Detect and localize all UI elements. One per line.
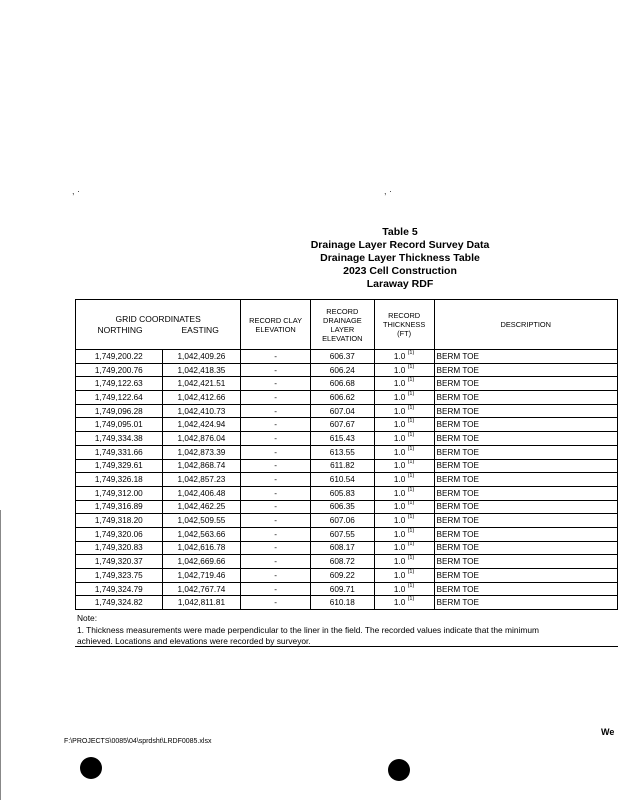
footnote-marker: (1): [407, 555, 415, 562]
northing-cell: 1,749,324.79: [76, 582, 163, 596]
description-cell: BERM TOE: [434, 541, 617, 555]
thickness-value: 1.0: [393, 543, 406, 553]
project-name: 2023 Cell Construction: [343, 265, 457, 277]
drainage-elevation-cell: 608.17: [310, 541, 374, 555]
drainage-elevation-cell: 610.18: [310, 596, 374, 610]
notes-heading: Note:: [77, 613, 98, 623]
easting-cell: 1,042,767.74: [162, 582, 241, 596]
footnote-marker: (1): [407, 568, 415, 575]
description-cell: BERM TOE: [434, 445, 617, 459]
footnote-marker: (1): [407, 459, 415, 466]
easting-cell: 1,042,462.25: [162, 500, 241, 514]
easting-cell: 1,042,719.46: [162, 569, 241, 583]
thickness-value: 1.0: [393, 557, 406, 567]
clay-elevation-cell: -: [241, 459, 311, 473]
note-line: 1. Thickness measurements were made perpendicular to the liner in the field. The recorded values indicate that the minimum: [77, 624, 539, 635]
survey-table: [75, 299, 618, 610]
easting-cell: 1,042,421.51: [162, 377, 241, 391]
table-row: [76, 596, 618, 610]
northing-cell: 1,749,324.82: [76, 596, 163, 610]
thickness-cell: [374, 527, 434, 541]
table-row: [76, 500, 618, 514]
description-cell: BERM TOE: [434, 473, 617, 487]
thickness-cell: [374, 418, 434, 432]
clay-elevation-cell: -: [241, 514, 311, 528]
file-path: F:\PROJECTS\0085\04\sprdsht\LRDF0085.xlsx: [64, 738, 212, 745]
table-title: Drainage Layer Record Survey Data: [310, 239, 490, 251]
northing-cell: 1,749,326.18: [76, 473, 163, 487]
drainage-elevation-cell: 606.62: [310, 391, 374, 405]
northing-cell: 1,749,095.01: [76, 418, 163, 432]
easting-cell: 1,042,868.74: [162, 459, 241, 473]
thickness-cell: [374, 377, 434, 391]
northing-cell: 1,749,320.37: [76, 555, 163, 569]
description-cell: BERM TOE: [434, 486, 617, 500]
description-cell: BERM TOE: [434, 391, 617, 405]
description-cell: BERM TOE: [434, 514, 617, 528]
drainage-elevation-cell: 615.43: [310, 432, 374, 446]
drainage-elevation-cell: 607.04: [310, 404, 374, 418]
table-row: [76, 418, 618, 432]
easting-cell: 1,042,406.48: [162, 486, 241, 500]
clay-elevation-cell: -: [241, 555, 311, 569]
clay-elevation-cell: -: [241, 486, 311, 500]
thickness-value: 1.0: [393, 420, 406, 430]
thickness-value: 1.0: [393, 365, 406, 375]
clay-elevation-cell: -: [241, 350, 311, 364]
northing-cell: 1,749,122.63: [76, 377, 163, 391]
notes-section: [77, 613, 618, 648]
drainage-elevation-cell: 609.71: [310, 582, 374, 596]
thickness-value: 1.0: [393, 502, 406, 512]
northing-cell: 1,749,331.66: [76, 445, 163, 459]
drainage-elevation-cell: 613.55: [310, 445, 374, 459]
description-cell: BERM TOE: [434, 350, 617, 364]
drainage-elevation-cell: 607.55: [310, 527, 374, 541]
table-row: [76, 486, 618, 500]
northing-cell: 1,749,200.22: [76, 350, 163, 364]
northing-cell: 1,749,318.20: [76, 514, 163, 528]
table-row: [76, 527, 618, 541]
drainage-elevation-header: RECORD DRAINAGE LAYER ELEVATION: [310, 300, 374, 350]
northing-cell: 1,749,096.28: [76, 404, 163, 418]
easting-cell: 1,042,669.66: [162, 555, 241, 569]
thickness-value: 1.0: [393, 529, 406, 539]
thickness-value: 1.0: [393, 406, 406, 416]
easting-header: EASTING: [181, 324, 219, 335]
drainage-elevation-cell: 606.37: [310, 350, 374, 364]
table-row: [76, 350, 618, 364]
drainage-elevation-cell: 611.82: [310, 459, 374, 473]
thickness-cell: [374, 500, 434, 514]
northing-cell: 1,749,122.64: [76, 391, 163, 405]
clay-elevation-cell: -: [241, 582, 311, 596]
thickness-cell: [374, 363, 434, 377]
punch-hole: [80, 757, 102, 779]
thickness-value: 1.0: [393, 516, 406, 526]
description-cell: BERM TOE: [434, 596, 617, 610]
drainage-elevation-cell: 608.72: [310, 555, 374, 569]
table-row: [76, 582, 618, 596]
clay-elevation-cell: -: [241, 541, 311, 555]
table-number: Table 5: [382, 226, 418, 238]
thickness-cell: [374, 569, 434, 583]
clay-elevation-cell: -: [241, 418, 311, 432]
footnote-marker: (1): [407, 473, 415, 480]
description-cell: BERM TOE: [434, 404, 617, 418]
thickness-value: 1.0: [393, 475, 406, 485]
clay-elevation-cell: -: [241, 445, 311, 459]
description-cell: BERM TOE: [434, 377, 617, 391]
thickness-cell: [374, 459, 434, 473]
thickness-cell: [374, 432, 434, 446]
easting-cell: 1,042,412.66: [162, 391, 241, 405]
scan-edge: [0, 510, 1, 800]
thickness-cell: [374, 541, 434, 555]
easting-cell: 1,042,418.35: [162, 363, 241, 377]
footnote-marker: (1): [407, 363, 415, 370]
table-subtitle: Drainage Layer Thickness Table: [320, 252, 480, 264]
table-row: [76, 363, 618, 377]
drainage-elevation-cell: 610.54: [310, 473, 374, 487]
drainage-elevation-cell: 607.67: [310, 418, 374, 432]
table-row: [76, 432, 618, 446]
table-row: [76, 473, 618, 487]
thickness-value: 1.0: [393, 433, 406, 443]
northing-header: NORTHING: [97, 324, 143, 335]
footnote-marker: (1): [407, 541, 415, 548]
thickness-cell: [374, 596, 434, 610]
grid-coordinates-header: [76, 300, 241, 350]
easting-cell: 1,042,616.78: [162, 541, 241, 555]
northing-cell: 1,749,323.75: [76, 569, 163, 583]
table-row: [76, 514, 618, 528]
table-row: [76, 391, 618, 405]
footnote-marker: (1): [407, 404, 415, 411]
easting-cell: 1,042,424.94: [162, 418, 241, 432]
table-row: [76, 404, 618, 418]
thickness-header: RECORD THICKNESS (FT): [374, 300, 434, 350]
thickness-value: 1.0: [393, 379, 406, 389]
thickness-cell: [374, 391, 434, 405]
clay-elevation-cell: -: [241, 500, 311, 514]
drainage-elevation-cell: 607.06: [310, 514, 374, 528]
thickness-cell: [374, 555, 434, 569]
scan-mark: , ·: [384, 186, 392, 196]
clay-elevation-cell: -: [241, 363, 311, 377]
easting-cell: 1,042,811.81: [162, 596, 241, 610]
easting-cell: 1,042,509.55: [162, 514, 241, 528]
footer-text: We: [601, 727, 615, 737]
drainage-elevation-cell: 606.68: [310, 377, 374, 391]
drainage-elevation-cell: 606.24: [310, 363, 374, 377]
notes-rule: [75, 646, 618, 647]
clay-elevation-cell: -: [241, 404, 311, 418]
northing-cell: 1,749,329.61: [76, 459, 163, 473]
table-row: [76, 459, 618, 473]
clay-elevation-header: RECORD CLAY ELEVATION: [241, 300, 311, 350]
table-row: [76, 541, 618, 555]
note-line: achieved. Locations and elevations were recorded by surveyor.: [77, 636, 311, 646]
footnote-marker: (1): [407, 445, 415, 452]
thickness-value: 1.0: [393, 598, 406, 608]
thickness-cell: [374, 514, 434, 528]
clay-elevation-cell: -: [241, 569, 311, 583]
description-header: DESCRIPTION: [434, 300, 617, 350]
footnote-marker: (1): [407, 418, 415, 425]
clay-elevation-cell: -: [241, 473, 311, 487]
clay-elevation-cell: -: [241, 432, 311, 446]
drainage-elevation-cell: 606.35: [310, 500, 374, 514]
thickness-cell: [374, 350, 434, 364]
thickness-value: 1.0: [393, 392, 406, 402]
grid-coordinates-label: GRID COORDINATES: [115, 313, 201, 324]
thickness-value: 1.0: [393, 461, 406, 471]
northing-cell: 1,749,316.89: [76, 500, 163, 514]
northing-cell: 1,749,320.83: [76, 541, 163, 555]
northing-cell: 1,749,320.06: [76, 527, 163, 541]
table-title-block: [260, 226, 540, 291]
table-row: [76, 555, 618, 569]
thickness-value: 1.0: [393, 584, 406, 594]
description-cell: BERM TOE: [434, 418, 617, 432]
description-cell: BERM TOE: [434, 459, 617, 473]
table-header-row: [76, 300, 618, 350]
description-cell: BERM TOE: [434, 555, 617, 569]
description-cell: BERM TOE: [434, 500, 617, 514]
easting-cell: 1,042,857.23: [162, 473, 241, 487]
footnote-marker: (1): [407, 596, 415, 603]
clay-elevation-cell: -: [241, 377, 311, 391]
footnote-marker: (1): [407, 377, 415, 384]
description-cell: BERM TOE: [434, 363, 617, 377]
footnote-marker: (1): [407, 486, 415, 493]
northing-cell: 1,749,312.00: [76, 486, 163, 500]
easting-cell: 1,042,409.26: [162, 350, 241, 364]
footnote-marker: (1): [407, 390, 415, 397]
thickness-value: 1.0: [393, 570, 406, 580]
clay-elevation-cell: -: [241, 596, 311, 610]
site-name: Laraway RDF: [366, 278, 434, 290]
easting-cell: 1,042,873.39: [162, 445, 241, 459]
footnote-marker: (1): [407, 349, 415, 356]
thickness-cell: [374, 473, 434, 487]
scan-mark: , ·: [72, 186, 80, 196]
easting-cell: 1,042,410.73: [162, 404, 241, 418]
description-cell: BERM TOE: [434, 569, 617, 583]
clay-elevation-cell: -: [241, 391, 311, 405]
thickness-value: 1.0: [393, 447, 406, 457]
drainage-elevation-cell: 605.83: [310, 486, 374, 500]
thickness-value: 1.0: [393, 351, 406, 361]
thickness-cell: [374, 404, 434, 418]
northing-cell: 1,749,200.76: [76, 363, 163, 377]
clay-elevation-cell: -: [241, 527, 311, 541]
footnote-marker: (1): [407, 582, 415, 589]
thickness-cell: [374, 486, 434, 500]
footnote-marker: (1): [407, 514, 415, 521]
thickness-cell: [374, 445, 434, 459]
thickness-cell: [374, 582, 434, 596]
footnote-marker: (1): [407, 500, 415, 507]
thickness-value: 1.0: [393, 488, 406, 498]
footnote-marker: (1): [407, 527, 415, 534]
table-row: [76, 377, 618, 391]
table-row: [76, 445, 618, 459]
description-cell: BERM TOE: [434, 527, 617, 541]
punch-hole: [388, 759, 410, 781]
table-row: [76, 569, 618, 583]
easting-cell: 1,042,876.04: [162, 432, 241, 446]
northing-cell: 1,749,334.38: [76, 432, 163, 446]
description-cell: BERM TOE: [434, 432, 617, 446]
easting-cell: 1,042,563.66: [162, 527, 241, 541]
footnote-marker: (1): [407, 431, 415, 438]
description-cell: BERM TOE: [434, 582, 617, 596]
drainage-elevation-cell: 609.22: [310, 569, 374, 583]
